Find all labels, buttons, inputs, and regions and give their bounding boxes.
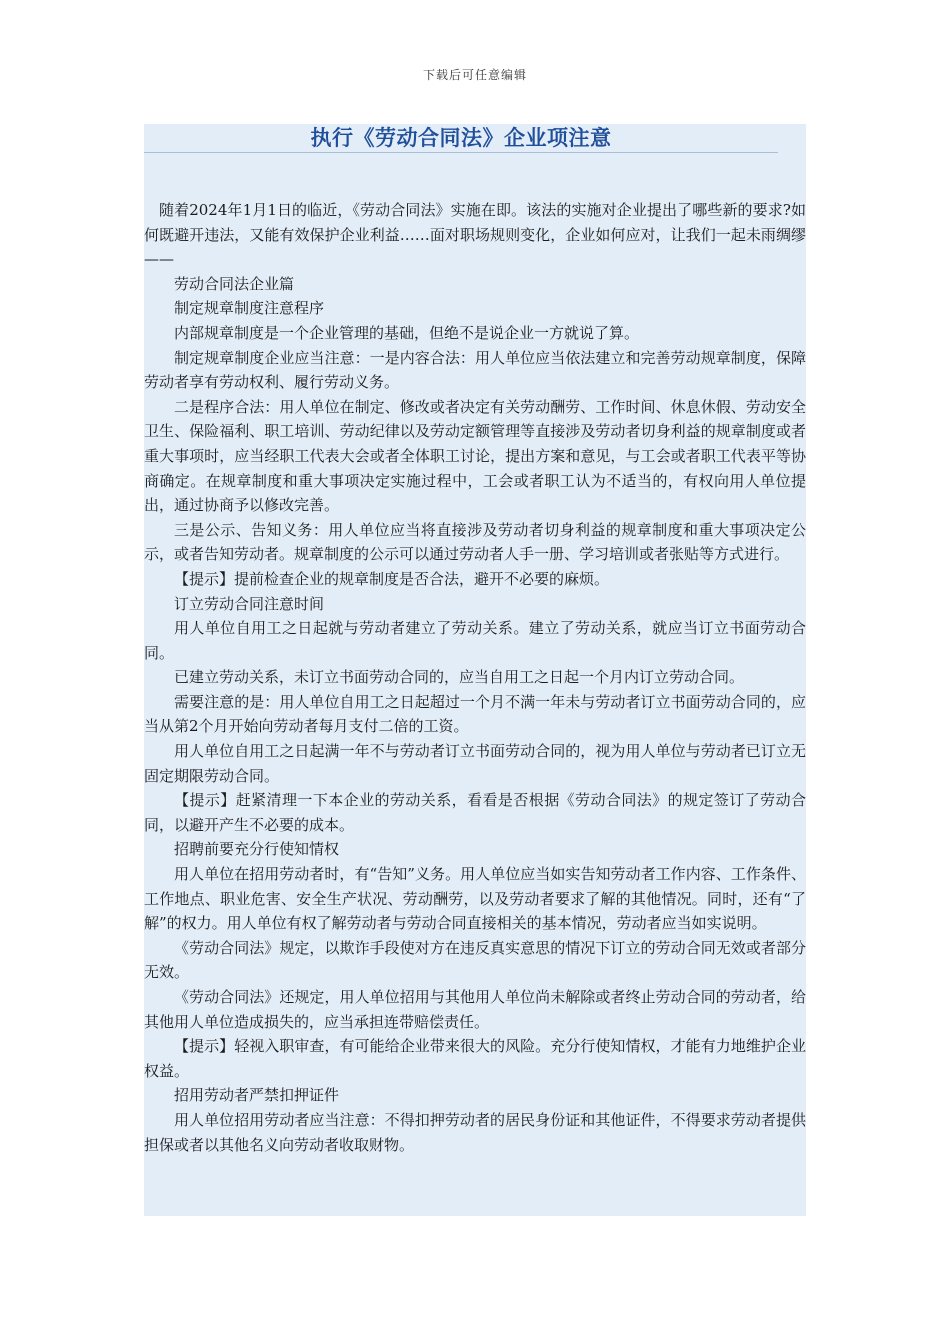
section-heading: 劳动合同法企业篇	[174, 274, 295, 293]
paragraph: 需要注意的是：用人单位自用工之日起超过一个月不满一年未与劳动者订立书面劳动合同的，应当从第2个月开始向劳动者每月支付二倍的工资。	[144, 692, 806, 736]
tip-paragraph: 【提示】轻视入职审查，有可能给企业带来很大的风险。充分行使知情权，才能有力地维护企业权益。	[144, 1037, 806, 1080]
paragraph: 制定规章制度企业应当注意：一是内容合法：用人单位应当依法建立和完善劳动规章制度，保障劳动者享有劳动权利、履行劳动义务。	[144, 348, 806, 392]
paragraph: 二是程序合法：用人单位在制定、修改或者决定有关劳动酬劳、工作时间、休息休假、劳动安全卫生、保险福利、职工培训、劳动纪律以及劳动定额管理等直接涉及劳动者切身利益的规章制度或者重大事项时，应当经职工代表大会或者全体职工讨论，提出方案和意见，与工会或者职工代表平等协商确定。在规章制度和重大事项决定实施过程中，工会或者职工认为不适当的，有权向用人单位提出，通过协商予以修改完善。	[144, 397, 806, 515]
paragraph: 三是公示、告知义务：用人单位应当将直接涉及劳动者切身利益的规章制度和重大事项决定公示，或者告知劳动者。规章制度的公示可以通过劳动者人手一册、学习培训或者张贴等方式进行。	[144, 520, 806, 564]
paragraph: 《劳动合同法》规定，以欺诈手段使对方在违反真实意思的情况下订立的劳动合同无效或者部分无效。	[144, 938, 806, 982]
tip-paragraph: 【提示】赶紧清理一下本企业的劳动关系，看看是否根据《劳动合同法》的规定签订了劳动合同，以避开产生不必要的成本。	[144, 791, 806, 834]
paragraph: 用人单位招用劳动者应当注意：不得扣押劳动者的居民身份证和其他证件，不得要求劳动者提供担保或者以其他名义向劳动者收取财物。	[144, 1110, 806, 1154]
paragraph-intro: 随着2024年1月1日的临近，《劳动合同法》实施在即。该法的实施对企业提出了哪些新的要求?如何既避开违法，又能有效保护企业利益……面对职场规则变化，企业如何应对，让我们一起未雨绸缪——	[144, 201, 806, 269]
article-panel	[144, 124, 806, 1216]
header-note: 下载后可任意编辑	[422, 68, 527, 82]
paragraph: 用人单位自用工之日起就与劳动者建立了劳动关系。建立了劳动关系，就应当订立书面劳动合同。	[144, 619, 806, 662]
title-bar	[144, 124, 778, 153]
section-heading: 招聘前要充分行使知情权	[174, 840, 340, 859]
section-heading: 制定规章制度注意程序	[174, 299, 325, 318]
paragraph: 用人单位在招用劳动者时，有“告知”义务。用人单位应当如实告知劳动者工作内容、工作条件、工作地点、职业危害、安全生产状况、劳动酬劳，以及劳动者要求了解的其他情况。同时，还有“了解”的权力。用人单位有权了解劳动者与劳动合同直接相关的基本情况，劳动者应当如实说明。	[144, 865, 806, 933]
article-body	[144, 198, 806, 1157]
tip-paragraph: 【提示】提前检查企业的规章制度是否合法，避开不必要的麻烦。	[174, 569, 610, 588]
article-title: 执行《劳动合同法》企业项注意	[310, 126, 612, 150]
paragraph: 内部规章制度是一个企业管理的基础，但绝不是说企业一方就说了算。	[174, 323, 640, 342]
paragraph: 《劳动合同法》还规定，用人单位招用与其他用人单位尚未解除或者终止劳动合同的劳动者，给其他用人单位造成损失的，应当承担连带赔偿责任。	[144, 988, 806, 1031]
paragraph: 已建立劳动关系，未订立书面劳动合同的，应当自用工之日起一个月内订立劳动合同。	[174, 668, 745, 687]
section-heading: 招用劳动者严禁扣押证件	[174, 1086, 340, 1105]
paragraph: 用人单位自用工之日起满一年不与劳动者订立书面劳动合同的，视为用人单位与劳动者已订立无固定期限劳动合同。	[144, 742, 806, 785]
section-heading: 订立劳动合同注意时间	[174, 594, 325, 613]
